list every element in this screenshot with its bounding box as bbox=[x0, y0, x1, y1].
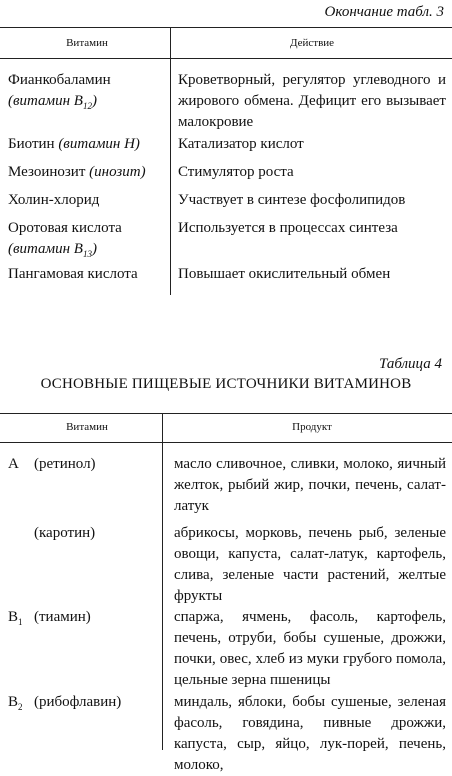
table4-top-rule bbox=[0, 413, 452, 414]
table-row: Холин-хлорид bbox=[8, 192, 100, 208]
table3-action-2: Стимулятор роста bbox=[178, 164, 294, 180]
table3-action-4: Используется в процессах синтеза bbox=[178, 220, 398, 236]
table-row: Оротовая кислота (витамин $B_{13}$) bbox=[8, 220, 122, 259]
table3-action-5: Повышает окислительный обмен bbox=[178, 266, 391, 282]
table4-vitamin-name-2: (тиамин) bbox=[34, 609, 91, 625]
table4-product-2: спаржа, ячмень, фасоль, картофель, печень, отруби, бобы сушеные, дрожжи, почки, овес, хлеб из муки грубого помола, цельные зерна пшеницы bbox=[174, 609, 446, 688]
table4-vitamin-name-0: (ретинол) bbox=[34, 456, 96, 472]
table3-action-3: Участвует в синтезе фосфолипидов bbox=[178, 192, 406, 208]
table4-product-3: миндаль, яблоки, бобы сушеные, зеленая фасоль, говядина, пивные дрожжи, капуста, сыр, яйцо, лук-порей, печень, молоко, bbox=[174, 694, 446, 773]
table3-header-action: Действие bbox=[289, 37, 335, 49]
table3-header-rule bbox=[0, 58, 452, 59]
table-row: $B_2$ bbox=[8, 694, 23, 712]
table4-header-product: Продукт bbox=[292, 421, 332, 433]
table3-top-rule bbox=[0, 27, 452, 28]
table4-column-divider bbox=[162, 413, 163, 750]
table3-header-vitamin: Витамин bbox=[66, 37, 108, 49]
table4-heading: ОСНОВНЫЕ ПИЩЕВЫЕ ИСТОЧНИКИ ВИТАМИНОВ bbox=[40, 376, 412, 392]
table4-label: Таблица 4 bbox=[379, 356, 442, 372]
table3-action-0: Кроветворный, регулятор углеводного и жирового обмена. Дефицит его вызывает малокровие bbox=[178, 72, 446, 130]
table4-header-rule bbox=[0, 442, 452, 443]
table4-vitamin-name-3: (рибофлавин) bbox=[34, 694, 122, 710]
table-row: Фианкобаламин (витамин $B_{12}$) bbox=[8, 72, 111, 111]
table3-action-1: Катализатор кислот bbox=[178, 136, 304, 152]
table3-column-divider bbox=[170, 27, 171, 295]
table-row: A bbox=[8, 456, 19, 472]
table4-product-0: масло сливочное, сливки, молоко, яичный желток, рыбий жир, почки, печень, салат-латук bbox=[174, 456, 446, 514]
table-continuation-label: Окончание табл. 3 bbox=[324, 4, 444, 20]
table4-vitamin-name-1: (каротин) bbox=[34, 525, 96, 541]
table-row: Мезоинозит (инозит) bbox=[8, 164, 146, 180]
table4-product-1: абрикосы, морковь, печень рыб, зеленые овощи, капуста, салат-латук, картофель, слива, зеленые части растений, желтые фрукты bbox=[174, 525, 446, 604]
table-row: $B_1$ bbox=[8, 609, 23, 627]
table-row: Биотин (витамин H) bbox=[8, 136, 140, 152]
table4-header-vitamin: Витамин bbox=[66, 421, 108, 433]
table-row: Пангамовая кислота bbox=[8, 266, 138, 282]
